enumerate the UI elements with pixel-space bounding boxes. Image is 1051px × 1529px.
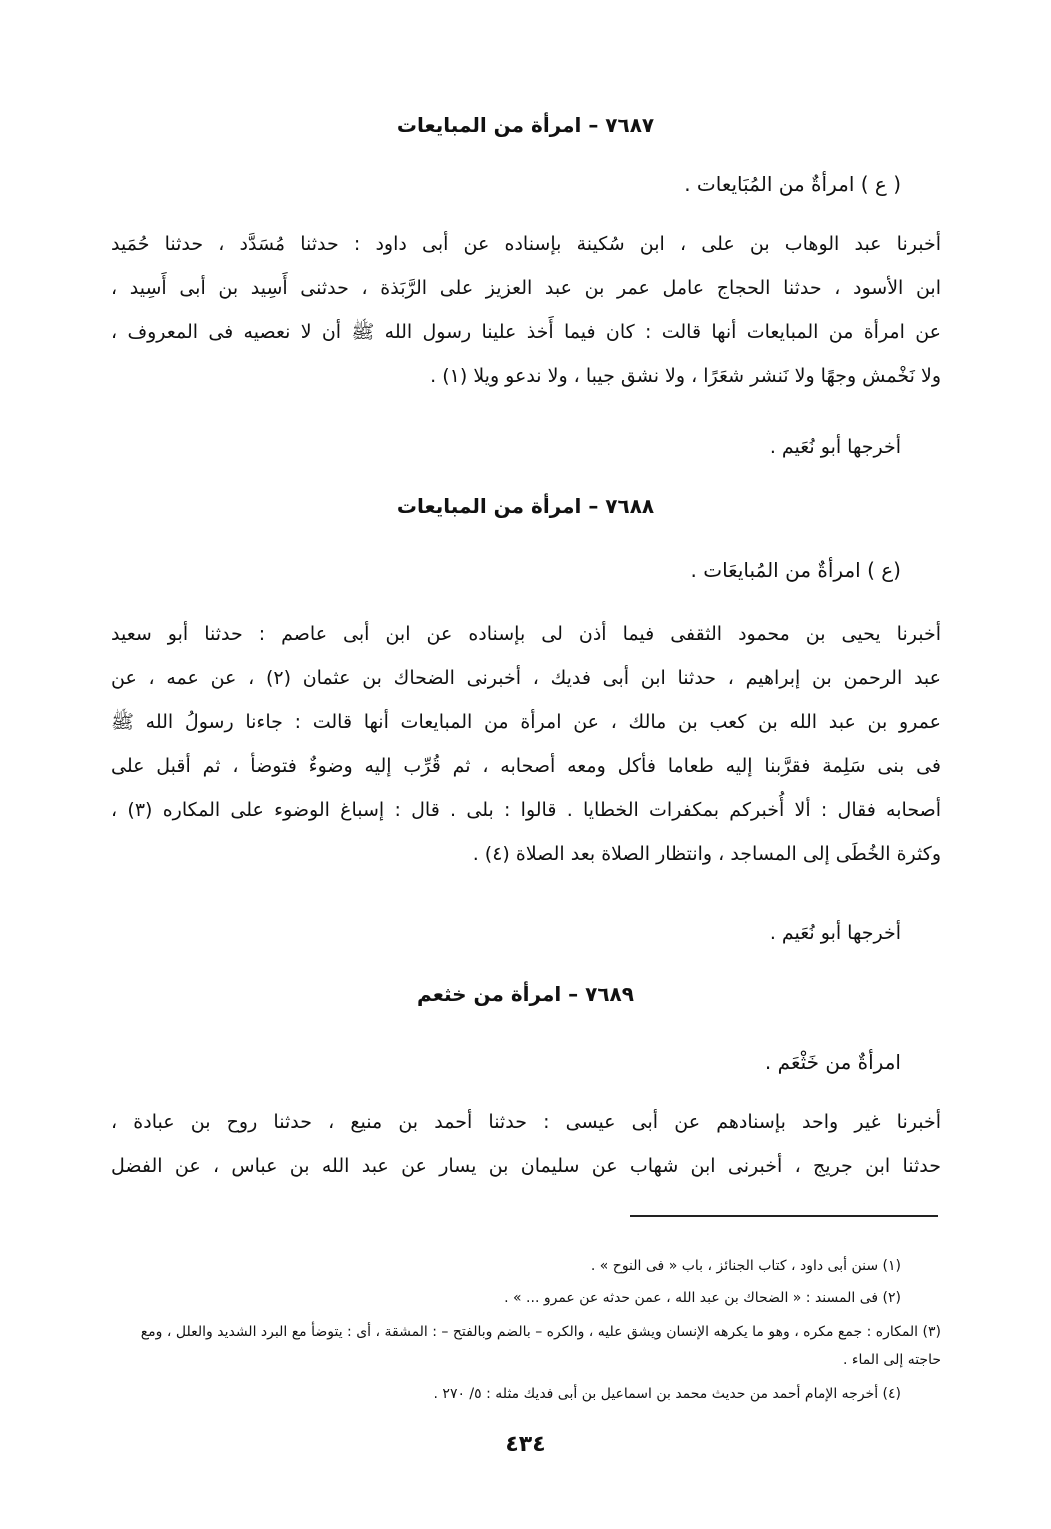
body-line: عبد الرحمن بن إبراهيم ، حدثنا ابن أبى فديك ، أخبرنى الضحاك بن عثمان (٢) ، عن عمه ، عن [111, 667, 941, 689]
footnote: (٣) المكاره : جمع مكره ، وهو ما يكرهه الإنسان ويشق عليه ، والكره – بالضم وبالفتح – : المشقة ، أى : يتوضأ مع البرد الشديد والعلل ، ومع حاجته إلى الماء . [140, 1324, 941, 1368]
entry-subtitle: امرأةٌ من خَثْعَم . [764, 1050, 901, 1074]
body-line: ابن الأسود ، حدثنا الحجاج عامل عمر بن عبد العزيز على الرَّبَذة ، حدثنى أَسِيد بن أبى أَسِيد ، [111, 277, 941, 299]
footnote-separator [630, 1215, 938, 1217]
entry-heading: ٧٦٨٨ – امرأة من المبايعات [396, 494, 655, 518]
body-line: أخبرنا يحيى بن محمود الثقفى فيما أذن لى بإسناده عن ابن أبى عاصم : حدثنا أبو سعيد [111, 623, 941, 645]
body-line: حدثنا ابن جريج ، أخبرنى ابن شهاب عن سليمان بن يسار عن عبد الله بن عباس ، عن الفضل [111, 1155, 941, 1177]
entry-heading: ٧٦٨٧ – امرأة من المبايعات [396, 113, 655, 137]
entry-attribution: أخرجها أبو نُعَيم . [769, 436, 901, 458]
body-line: أخبرنا غير واحد بإسنادهم عن أبى عيسى : حدثنا أحمد بن منيع ، حدثنا روح بن عبادة ، [111, 1111, 941, 1133]
entry-body [111, 612, 941, 876]
entry-heading: ٧٦٨٩ – امرأة من خثعم [417, 982, 634, 1006]
entry-attribution: أخرجها أبو نُعَيم . [769, 922, 901, 944]
body-line: عمرو بن عبد الله بن كعب بن مالك ، عن امرأة من المبايعات أنها قالت : جاءنا رسولُ الله ﷺ [111, 711, 941, 733]
footnote: (٤) أخرجه الإمام أحمد من حديث محمد بن اسماعيل بن أبى فديك مثله : ٥/ ٢٧٠ . [433, 1386, 901, 1402]
body-line: وكثرة الخُطَى إلى المساجد ، وانتظار الصلاة بعد الصلاة (٤) . [472, 843, 941, 865]
body-line: ولا نَخْمش وجهًا ولا نَنشر شعَرًا ، ولا نشق جيبا ، ولا ندعو ويلا (١) . [430, 365, 941, 387]
body-line: فى بنى سَلِمة فقرَّبنا إليه طعاما فأكل ومعه أصحابه ، ثم قُرِّب إليه وضوءٌ فتوضأ ، ثم أقبل على [111, 755, 941, 777]
entry-body [111, 222, 941, 398]
footnote: (٢) فى المسند : « الضحاك بن عبد الله ، عمن حدثه عن عمرو ... » . [504, 1290, 901, 1306]
entry-subtitle: ( ع ) امرأةٌ من المُبَايعات . [684, 172, 901, 196]
page-number: ٤٣٤ [505, 1432, 546, 1457]
footnote: (١) سنن أبى داود ، كتاب الجنائز ، باب « فى النوح » . [590, 1258, 901, 1274]
body-line: أخبرنا عبد الوهاب بن على ، ابن سُكينة بإسناده عن أبى داود : حدثنا مُسَدَّد ، حدثنا حُمَيد [111, 233, 941, 255]
body-line: أصحابه فقال : ألا أُخبركم بمكفرات الخطايا . قالوا : بلى . قال : إسباغ الوضوء على المكاره (٣) ، [111, 799, 941, 821]
entry-body [111, 1100, 941, 1188]
entry-subtitle: (ع ) امرأةٌ من المُبايعَات . [690, 558, 901, 582]
body-line: عن امرأة من المبايعات أنها قالت : كان فيما أَخذ علينا رسول الله ﷺ أن لا نعصيه فى المعروف ، [111, 321, 941, 343]
